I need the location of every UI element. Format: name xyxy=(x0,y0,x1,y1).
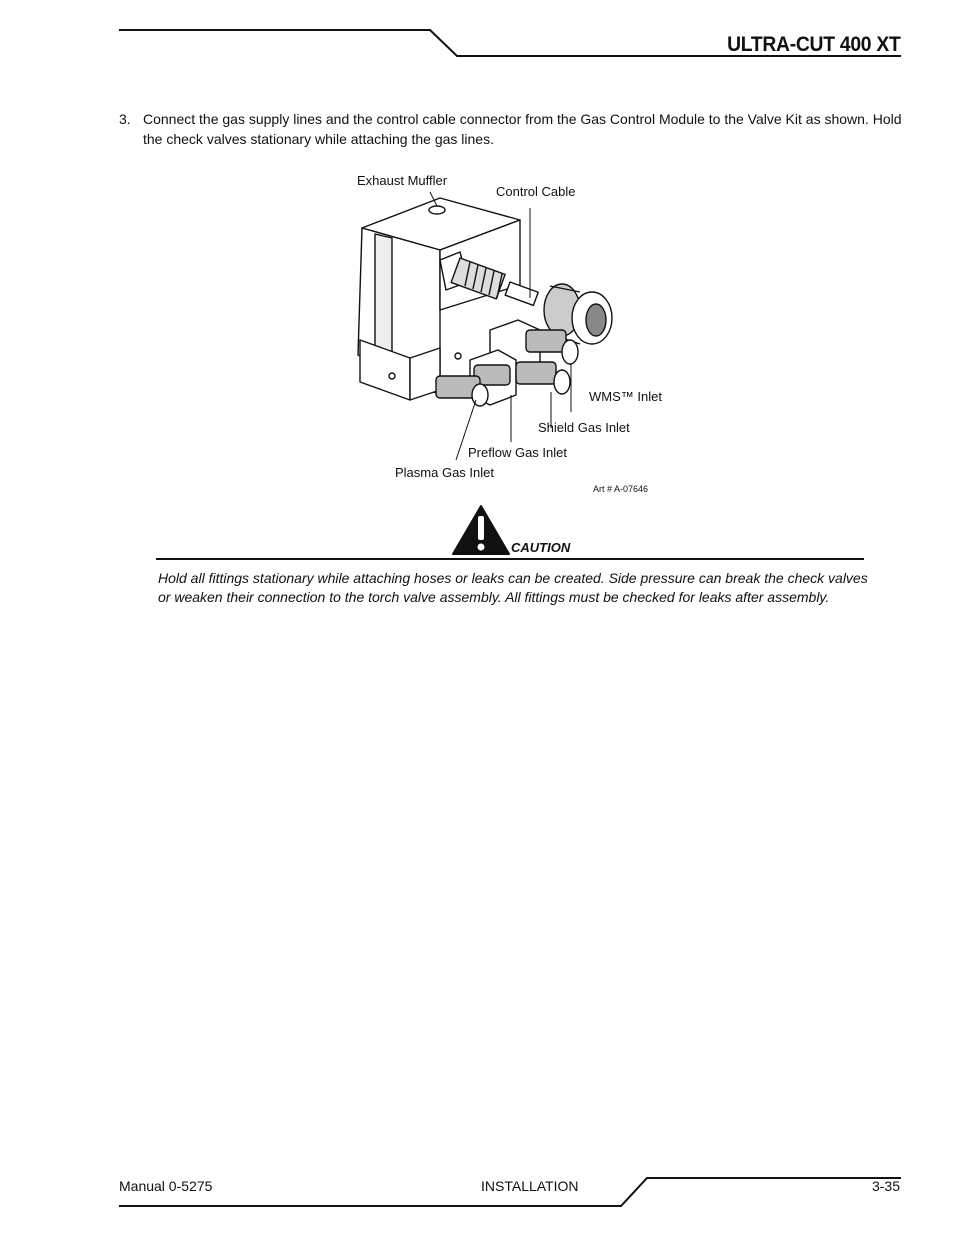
callout-plasma-gas-inlet: Plasma Gas Inlet xyxy=(395,465,494,480)
callout-wms-inlet: WMS™ Inlet xyxy=(589,389,662,404)
callout-preflow-gas-inlet: Preflow Gas Inlet xyxy=(468,445,567,460)
caution-label: CAUTION xyxy=(511,540,571,555)
caution-text: Hold all fittings stationary while attaching hoses or leaks can be created. Side pressure can break the check valves or weaken their connection to the torch valve assembly. All fittings must be checked for leaks after assembly. xyxy=(158,570,868,605)
step-paragraph xyxy=(119,110,904,149)
art-number: Art # A-07646 xyxy=(593,484,649,494)
warning-triangle-icon xyxy=(451,504,511,556)
callout-shield-gas-inlet: Shield Gas Inlet xyxy=(538,420,630,435)
caution-rule xyxy=(156,558,864,560)
step-text: Connect the gas supply lines and the control cable connector from the Gas Control Module to the Valve Kit as shown. Hold the check valves stationary while attaching the gas lines. xyxy=(143,111,902,147)
footer-section: INSTALLATION xyxy=(481,1178,579,1194)
footer-page-number: 3-35 xyxy=(871,1178,900,1194)
callout-exhaust-muffler: Exhaust Muffler xyxy=(357,173,448,188)
footer-manual: Manual 0-5275 xyxy=(119,1178,213,1194)
callout-control-cable: Control Cable xyxy=(496,184,576,199)
step-number: 3. xyxy=(119,111,131,127)
header-title: ULTRA-CUT 400 XT xyxy=(726,33,900,56)
